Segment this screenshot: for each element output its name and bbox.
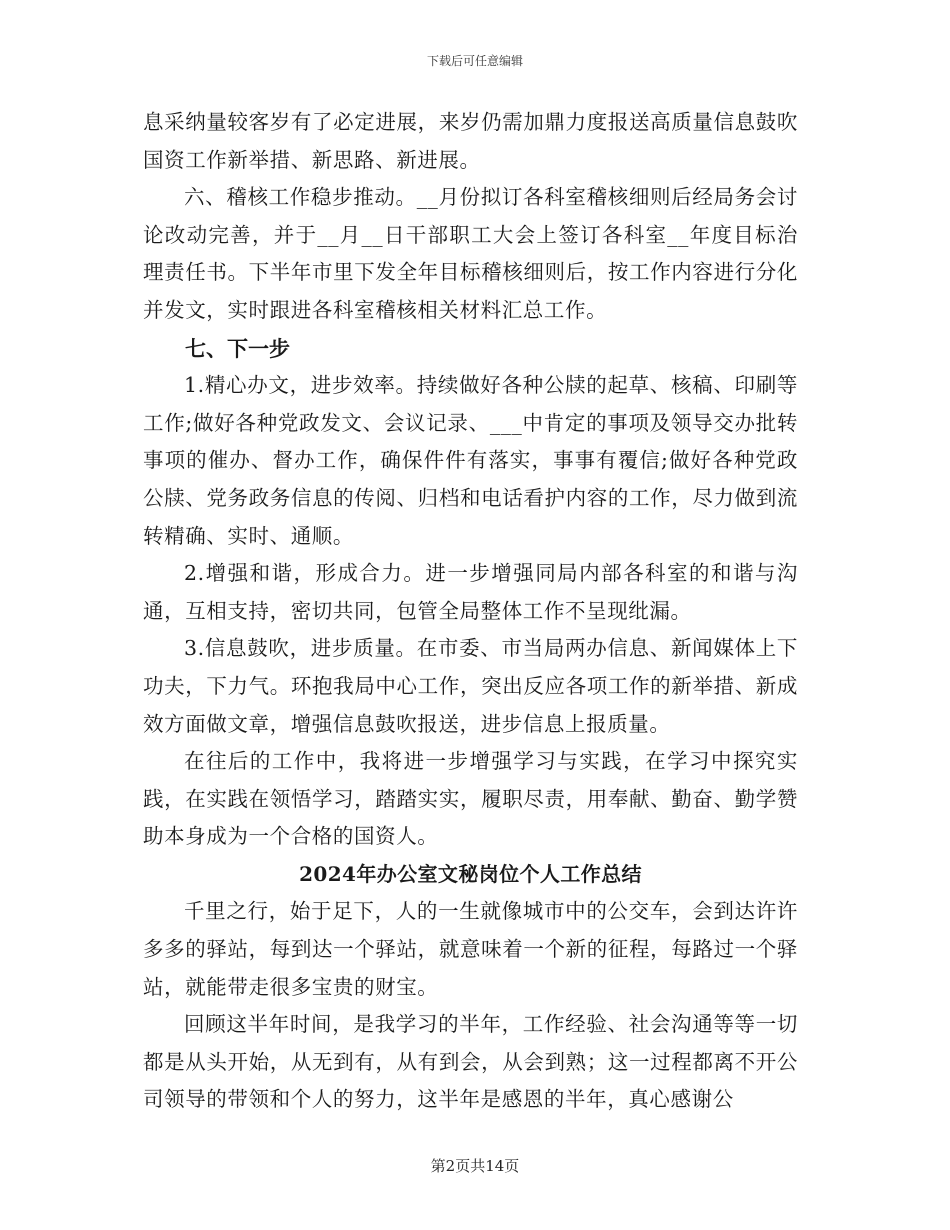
paragraph-info-progress: 息采纳量较客岁有了必定进展，来岁仍需加鼎力度报送高质量信息鼓吹国资工作新举措、新思路、新进展。 — [143, 110, 798, 172]
list-item-coordination: 2.增强和谐，形成合力。进一步增强同局内部各科室的和谐与沟通，互相支持，密切共同，包管全局整体工作不呈现纰漏。 — [143, 561, 798, 623]
list-item-info-publicity: 3.信息鼓吹，进步质量。在市委、市当局两办信息、新闻媒体上下功夫，下力气。环抱我局中心工作，突出反应各项工作的新举措、新成效方面做文章，增强信息鼓吹报送，进步信息上报质量。 — [143, 636, 798, 736]
paragraph-closing: 在往后的工作中，我将进一步增强学习与实践，在学习中探究实践，在实践在领悟学习，踏踏实实，履职尽责，用奉献、勤奋、勤学赞助本身成为一个合格的国资人。 — [143, 749, 798, 849]
document-title: 2024年办公室文秘岗位个人工作总结 — [299, 861, 642, 886]
page-header: 下载后可任意编辑 — [426, 54, 523, 68]
paragraph-audit-work: 六、稽核工作稳步推动。__月份拟订各科室稽核细则后经局务会讨论改动完善，并于__月__日干部职工大会上签订各科室__年度目标治理责任书。下半年市里下发全年目标稽核细则后，按工作内容进行分化并发文，实时跟进各科室稽核相关材料汇总工作。 — [143, 185, 798, 322]
page-footer: 第2页共14页 — [430, 1157, 520, 1175]
document-body — [143, 104, 798, 1119]
paragraph-review: 回顾这半年时间，是我学习的半年，工作经验、社会沟通等等一切都是从头开始，从无到有，从有到会，从会到熟；这一过程都离不开公司领导的带领和个人的努力，这半年是感恩的半年，真心感谢公 — [143, 1012, 798, 1112]
section-heading-next-steps: 七、下一步 — [185, 335, 290, 361]
list-item-document-handling: 1.精心办文，进步效率。持续做好各种公牍的起草、核稿、印刷等工作;做好各种党政发文、会议记录、___中肯定的事项及领导交办批转事项的催办、督办工作，确保件件有落实，事事有覆信;做好各种党政公牍、党务政务信息的传阅、归档和电话看护内容的工作，尽力做到流转精确、实时、通顺。 — [143, 373, 798, 548]
paragraph-journey: 千里之行，始于足下，人的一生就像城市中的公交车，会到达许许多多的驿站，每到达一个驿站，就意味着一个新的征程，每路过一个驿站，就能带走很多宝贵的财宝。 — [143, 899, 798, 999]
